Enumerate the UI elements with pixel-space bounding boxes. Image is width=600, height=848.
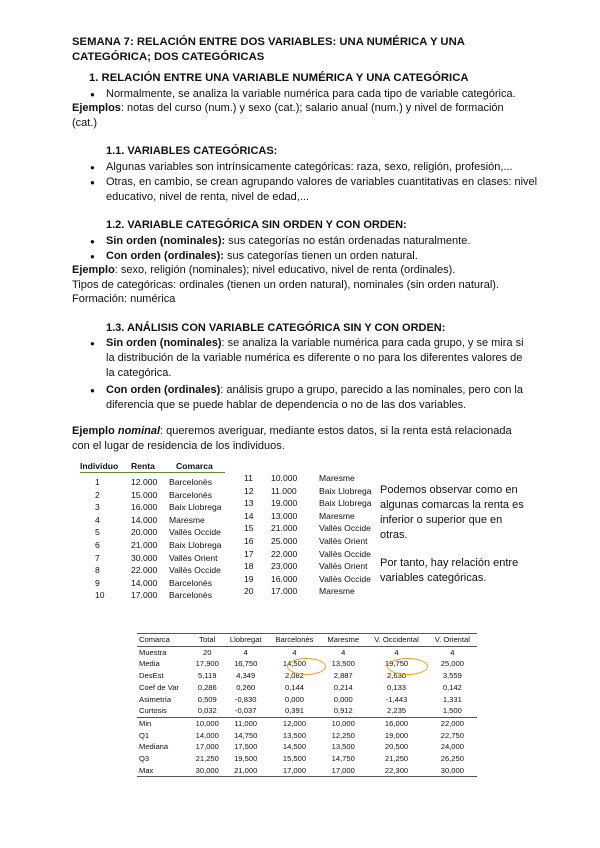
header-divider bbox=[80, 472, 225, 473]
table-cell: 0,032 bbox=[191, 705, 224, 717]
table-cell: 0,286 bbox=[197, 682, 217, 692]
cell-individuo: 16 bbox=[244, 536, 254, 546]
table-cell: 4 bbox=[243, 647, 248, 657]
list-item: ● Normalmente, se analiza la variable numérica para cada tipo de variable categórica. bbox=[89, 87, 559, 102]
table-cell: 0,509 bbox=[197, 694, 217, 704]
example-label-italic: nominal bbox=[117, 425, 161, 437]
table-cell: 0,000 bbox=[284, 694, 304, 704]
header-cell: Llobregat bbox=[224, 634, 268, 647]
examples-label: Ejemplos bbox=[72, 102, 121, 114]
cell-individuo: 3 bbox=[95, 502, 100, 513]
table-cell: 20 bbox=[203, 647, 212, 657]
table-cell: 17,900 bbox=[195, 659, 219, 669]
row-label: Max bbox=[137, 765, 191, 777]
table-cell: 30,000 bbox=[428, 765, 477, 777]
table-cell: 0,133 bbox=[387, 682, 407, 692]
cell-individuo: 19 bbox=[244, 573, 254, 584]
example-label: Ejemplo bbox=[72, 425, 115, 437]
cell-renta: 17.000 bbox=[131, 590, 158, 601]
side-note-conclusion: Por tanto, hay relación entre variables categóricas. bbox=[380, 557, 519, 584]
row-label: Q1 bbox=[139, 730, 150, 740]
table-cell: 19,000 bbox=[384, 730, 409, 740]
cell-comarca: Vallès Occide bbox=[319, 523, 371, 534]
table-row bbox=[137, 694, 477, 706]
table-cell: 2,235 bbox=[365, 705, 427, 717]
cell-comarca: Vallès Occide bbox=[169, 527, 221, 538]
table-row bbox=[137, 765, 477, 777]
table-cell: 21,250 bbox=[384, 754, 409, 764]
table-cell: 25,000 bbox=[440, 659, 464, 669]
table-cell: 22,300 bbox=[365, 765, 427, 777]
section-1-heading: 1. RELACIÓN ENTRE UNA VARIABLE NUMÉRICA Y UNA CATEGÓRICA bbox=[89, 72, 469, 84]
cell-individuo: 14 bbox=[244, 510, 254, 521]
row-label: Curtosis bbox=[137, 705, 191, 717]
table-cell: 17,000 bbox=[195, 742, 219, 752]
row-label: Asimetría bbox=[139, 694, 172, 704]
table-cell: 14,750 bbox=[234, 730, 258, 740]
bullet-label: Con orden (ordinales): bbox=[106, 250, 224, 262]
table-cell: 26,250 bbox=[440, 754, 464, 764]
cell-renta: 22.000 bbox=[271, 548, 298, 559]
example-label: Ejemplo bbox=[72, 264, 115, 276]
table-cell: 11,000 bbox=[234, 718, 258, 728]
cell-individuo: 15 bbox=[244, 523, 254, 534]
table-cell: 2,887 bbox=[333, 671, 353, 681]
table-cell: 10,000 bbox=[195, 718, 219, 728]
table-cell: -1,443 bbox=[385, 694, 408, 704]
cell-renta: 14.000 bbox=[131, 514, 158, 525]
cell-comarca: Baix Llobrega bbox=[319, 485, 372, 496]
table-cell: 19,750 bbox=[384, 659, 409, 669]
cell-renta: 30.000 bbox=[131, 552, 158, 563]
cell-comarca: Barcelonès bbox=[169, 489, 212, 500]
table-cell: 0,391 bbox=[268, 705, 321, 717]
cell-individuo: 17 bbox=[244, 548, 254, 559]
header-cell: Total bbox=[191, 634, 224, 647]
header-cell: Maresme bbox=[321, 634, 365, 647]
table-cell: 14,000 bbox=[195, 730, 219, 740]
bullet-label: Sin orden (nominales): bbox=[106, 235, 226, 247]
section-1-2-formacion: Formación: numérica bbox=[72, 293, 176, 305]
section-1-1-bullets bbox=[89, 160, 549, 205]
cell-renta: 16.000 bbox=[131, 502, 158, 513]
cell-individuo: 4 bbox=[95, 514, 100, 525]
section-1-examples bbox=[72, 101, 527, 131]
table-cell: 12,250 bbox=[331, 730, 355, 740]
table-cell: 13,500 bbox=[282, 730, 307, 740]
row-label: Q3 bbox=[139, 754, 150, 764]
section-1-2-bullets bbox=[89, 234, 559, 264]
table-row bbox=[137, 730, 477, 742]
cell-renta: 13.000 bbox=[271, 510, 298, 521]
list-item bbox=[89, 383, 529, 413]
cell-individuo: 2 bbox=[95, 489, 100, 500]
header-comarca: Comarca bbox=[176, 461, 213, 471]
cell-individuo: 20 bbox=[244, 586, 254, 597]
header-cell: V. Oriental bbox=[428, 634, 477, 647]
highlight-circle-voccidental-media bbox=[387, 658, 428, 675]
table-cell: 19,500 bbox=[234, 754, 258, 764]
cell-comarca: Barcelonès bbox=[169, 590, 212, 601]
table-cell: 16,000 bbox=[384, 718, 409, 728]
examples-text: : notas del curso (num.) y sexo (cat.); salario anual (num.) y nivel de formación (cat.) bbox=[72, 102, 504, 129]
cell-comarca: Maresme bbox=[319, 510, 355, 521]
stats-table bbox=[137, 633, 477, 777]
cell-comarca: Baix Llobrega bbox=[319, 498, 372, 509]
table-cell: 0,000 bbox=[333, 694, 353, 704]
table-cell: 0,214 bbox=[333, 682, 353, 692]
cell-renta: 21.000 bbox=[131, 540, 158, 550]
section-1-3-bullets bbox=[89, 336, 529, 413]
bullet-text: : se analiza la variable numérica para cada grupo, y se mira si la distribución de la variable numérica es diferente o no para los diferentes valores de la categórica. bbox=[106, 337, 524, 379]
cell-renta: 20.000 bbox=[131, 527, 158, 538]
list-item bbox=[89, 234, 559, 249]
bullet-label: Sin orden (nominales) bbox=[106, 337, 222, 349]
row-label: Muestra bbox=[139, 647, 167, 657]
page-title: SEMANA 7: RELACIÓN ENTRE DOS VARIABLES: UNA NUMÉRICA Y UNA CATEGÓRICA; DOS CATEGÓRICAS bbox=[72, 36, 465, 63]
cell-renta: 11.000 bbox=[271, 485, 297, 496]
table-row bbox=[137, 753, 477, 765]
cell-renta: 22.000 bbox=[131, 565, 158, 576]
cell-individuo: 18 bbox=[244, 561, 254, 572]
table-row bbox=[137, 646, 477, 658]
table-cell: 13,500 bbox=[331, 742, 355, 752]
cell-renta: 12.000 bbox=[131, 477, 158, 487]
cell-renta: 17.000 bbox=[271, 586, 298, 597]
bullet-text: sus categorías no están ordenadas naturalmente. bbox=[225, 235, 471, 247]
section-1-1-heading: 1.1. VARIABLES CATEGÓRICAS: bbox=[106, 145, 278, 157]
example-text: : sexo, religión (nominales); nivel educativo, nivel de renta (ordinales). bbox=[114, 264, 456, 276]
cell-comarca: Vallès Occide bbox=[319, 548, 371, 559]
table-row bbox=[137, 682, 477, 694]
table-cell: 12,000 bbox=[282, 718, 307, 728]
table-cell: 21,250 bbox=[195, 754, 219, 764]
table-header-row bbox=[137, 634, 477, 647]
highlight-circle-barcelones-media bbox=[287, 658, 326, 675]
side-note-observation: Podemos observar como en algunas comarcas la renta es inferior o superior que en otras. bbox=[380, 484, 524, 541]
table-cell: 4 bbox=[341, 647, 346, 657]
table-cell: 4 bbox=[394, 647, 399, 657]
section-1-2-types: Tipos de categóricas: ordinales (tienen un orden natural), nominales (sin orden natural). bbox=[72, 279, 499, 291]
cell-renta: 16.000 bbox=[271, 573, 298, 584]
header-cell: Barcelonès bbox=[268, 634, 321, 647]
cell-comarca: Vallès Occide bbox=[319, 573, 371, 584]
table-cell: 21,000 bbox=[224, 765, 268, 777]
cell-individuo: 8 bbox=[95, 565, 100, 576]
row-label: DesEst bbox=[139, 671, 164, 681]
table-cell: 4 bbox=[450, 647, 455, 657]
table-cell: 0,912 bbox=[321, 705, 365, 717]
cell-comarca: Barcelonès bbox=[169, 577, 212, 588]
list-item bbox=[89, 336, 529, 381]
cell-comarca: Maresme bbox=[319, 586, 355, 597]
cell-individuo: 9 bbox=[95, 577, 100, 588]
table-cell: 15,500 bbox=[282, 754, 307, 764]
cell-comarca: Vallès Orient bbox=[319, 561, 368, 572]
table-cell: 5,119 bbox=[198, 671, 217, 681]
bullet-text: sus categorías tienen un orden natural. bbox=[223, 250, 418, 262]
table-cell: -0,830 bbox=[234, 694, 257, 704]
table-row bbox=[137, 741, 477, 753]
table-cell: 30,000 bbox=[191, 765, 224, 777]
table-cell: 0,260 bbox=[236, 682, 256, 692]
example-text: : queremos averiguar, mediante estos datos, si la renta está relacionada con el lugar de residencia de los individuos. bbox=[72, 425, 512, 452]
table-cell: 3,559 bbox=[442, 671, 462, 681]
table-cell: 24,000 bbox=[440, 742, 464, 752]
cell-comarca: Baix Llobrega bbox=[169, 540, 222, 550]
table-cell: -0,037 bbox=[224, 705, 268, 717]
bullet-text: : análisis grupo a grupo, parecido a las nominales, pero con la diferencia que se puede hablar de dependencia o no de las dos variables. bbox=[106, 384, 523, 411]
table-cell: 14,750 bbox=[331, 754, 355, 764]
section-1-bullets bbox=[89, 87, 559, 102]
table-cell: 16,750 bbox=[234, 659, 258, 669]
cell-renta: 14.000 bbox=[131, 577, 158, 588]
cell-comarca: Maresme bbox=[169, 514, 205, 525]
table-cell: 14,500 bbox=[282, 742, 307, 752]
header-renta: Renta bbox=[131, 461, 155, 471]
table-cell: 17,500 bbox=[234, 742, 258, 752]
header-cell: V. Occidental bbox=[365, 634, 427, 647]
table-cell: 1,331 bbox=[442, 694, 462, 704]
section-1-3-heading: 1.3. ANÁLISIS CON VARIABLE CATEGÓRICA SIN Y CON ORDEN: bbox=[106, 322, 446, 334]
list-item bbox=[89, 249, 559, 264]
table-cell: 17,000 bbox=[268, 765, 321, 777]
table-cell: 17,000 bbox=[321, 765, 365, 777]
cell-comarca: Maresme bbox=[319, 473, 355, 483]
list-item: ● Algunas variables son intrínsicamente categóricas: raza, sexo, religión, profesión,... bbox=[89, 160, 549, 175]
row-label: Coef de Var bbox=[139, 682, 179, 692]
table-cell: 0,142 bbox=[442, 682, 462, 692]
header-cell: Comarca bbox=[137, 634, 191, 647]
cell-comarca: Barcelonès bbox=[169, 477, 212, 487]
table-row bbox=[137, 717, 477, 729]
cell-comarca: Vallès Occide bbox=[169, 565, 221, 576]
cell-individuo: 1 bbox=[95, 477, 100, 487]
cell-renta: 23.000 bbox=[271, 561, 298, 572]
row-label: Media bbox=[139, 659, 160, 669]
table-cell: 20,500 bbox=[384, 742, 409, 752]
cell-renta: 10.000 bbox=[271, 473, 298, 483]
cell-individuo: 11 bbox=[244, 473, 253, 483]
example-nominal bbox=[72, 424, 527, 454]
row-label: Min bbox=[139, 718, 152, 728]
cell-individuo: 13 bbox=[244, 498, 254, 509]
cell-individuo: 10 bbox=[95, 590, 105, 601]
bullet-label: Con orden (ordinales) bbox=[106, 384, 221, 396]
table-cell: 10,000 bbox=[331, 718, 355, 728]
section-1-2-example bbox=[72, 263, 542, 278]
list-item: ● Otras, en cambio, se crean agrupando valores de variables cuantitativas en clases: nivel educativo, nivel de renta, nivel de edad,... bbox=[89, 175, 549, 205]
cell-renta: 19.000 bbox=[271, 498, 298, 509]
table-cell: 4 bbox=[292, 647, 297, 657]
row-label: Mediana bbox=[139, 742, 169, 752]
cell-individuo: 12 bbox=[244, 485, 254, 496]
cell-comarca: Vallès Orient bbox=[319, 536, 368, 546]
cell-individuo: 7 bbox=[95, 552, 100, 563]
section-1-2-heading: 1.2. VARIABLE CATEGÓRICA SIN ORDEN Y CON ORDEN: bbox=[106, 219, 407, 231]
cell-comarca: Vallès Orient bbox=[169, 552, 218, 563]
table-cell: 1,500 bbox=[428, 705, 477, 717]
cell-renta: 25.000 bbox=[271, 536, 298, 546]
table-row bbox=[137, 705, 477, 717]
cell-renta: 21.000 bbox=[271, 523, 298, 534]
cell-individuo: 6 bbox=[95, 540, 100, 550]
cell-individuo: 5 bbox=[95, 527, 100, 538]
table-cell: 14,500 bbox=[282, 659, 307, 669]
table-cell: 13,500 bbox=[331, 659, 355, 669]
header-individuo: Individuo bbox=[80, 461, 119, 471]
table-cell: 4,349 bbox=[236, 671, 256, 681]
table-cell: 2,082 bbox=[284, 671, 304, 681]
cell-comarca: Baix Llobrega bbox=[169, 502, 222, 513]
table-cell: 22,750 bbox=[440, 730, 464, 740]
table-cell: 22,000 bbox=[440, 718, 464, 728]
individual-data-table bbox=[80, 460, 380, 610]
table-cell: 2,630 bbox=[387, 671, 407, 681]
cell-renta: 15.000 bbox=[131, 489, 158, 500]
table-cell: 0,144 bbox=[284, 682, 304, 692]
